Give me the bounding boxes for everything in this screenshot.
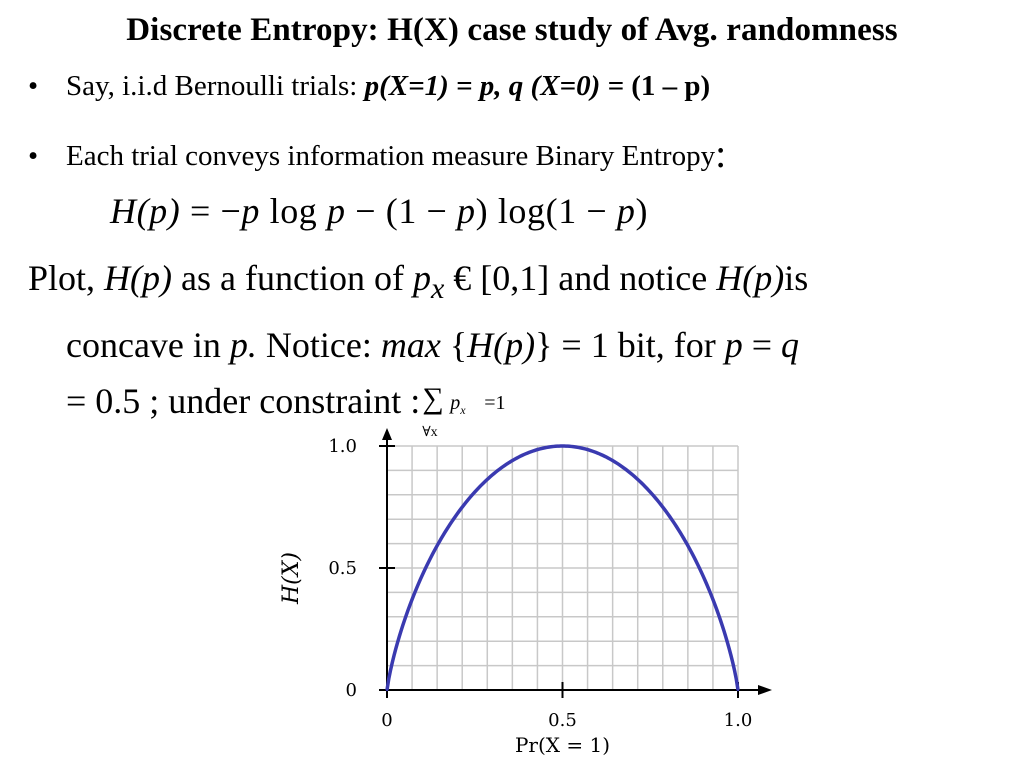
bernoulli-formula: p(X=1) = p, q (X=0) = (1 – p): [364, 70, 711, 102]
y-tick-label: 0: [345, 680, 357, 701]
bullet-dot: •: [28, 70, 39, 102]
data-point: [649, 491, 651, 493]
data-point: [719, 619, 721, 621]
x-tick-label: 1.0: [723, 710, 753, 731]
entropy-formula: H(p) = −p log p − (1 − p) log(1 − p): [110, 191, 649, 231]
data-point: [386, 689, 388, 691]
data-point: [491, 474, 493, 476]
data-point: [526, 452, 528, 454]
data-point: [544, 447, 546, 449]
x-axis-arrow: [758, 685, 772, 695]
data-point: [614, 461, 616, 463]
y-axis-arrow: [382, 428, 392, 440]
x-axis-label: Pr(X = 1): [514, 733, 611, 757]
data-point: [702, 574, 704, 576]
data-point: [561, 445, 563, 447]
bullet-colon: :: [715, 131, 727, 176]
bullet-bernoulli: [28, 70, 710, 103]
paragraph-line-2: concave in p. Notice: max {H(p)} = 1 bit, for p = q: [66, 325, 800, 366]
bullet-dot: •: [28, 140, 39, 172]
y-axis-label: H(X): [279, 551, 304, 605]
data-point: [632, 474, 634, 476]
y-tick-label: 0.5: [328, 558, 357, 579]
bullet-text: Say, i.i.d Bernoulli trials:: [66, 70, 365, 102]
bullet-binary-entropy: [28, 131, 727, 176]
sum-constraint: ∑ ∀x $p_x$ =1: [422, 382, 506, 441]
data-point: [403, 619, 405, 621]
binary-entropy-chart: [260, 420, 780, 760]
data-point: [667, 513, 669, 515]
data-point: [579, 447, 581, 449]
bullet-text: Each trial conveys information measure Binary Entropy: [66, 140, 716, 172]
x-tick-label: 0: [381, 710, 393, 731]
plot-paragraph: [28, 250, 1018, 441]
paragraph-line-3: = 0.5 ; under constraint : ∑ ∀x $p_x$ =1: [28, 373, 1018, 429]
slide-title: Discrete Entropy: H(X) case study of Avg. randomness: [126, 12, 898, 48]
data-point: [596, 452, 598, 454]
y-tick-label: 1.0: [328, 436, 357, 457]
data-point: [737, 689, 739, 691]
data-point: [421, 574, 423, 576]
data-point: [474, 491, 476, 493]
paragraph-line-1: Plot, H(p) as a function of $p_x$ € [0,1] and notice H(p)is: [28, 258, 809, 306]
x-tick-label: 0.5: [548, 710, 577, 731]
data-point: [684, 540, 686, 542]
data-point: [509, 461, 511, 463]
data-point: [456, 513, 458, 515]
data-point: [438, 540, 440, 542]
